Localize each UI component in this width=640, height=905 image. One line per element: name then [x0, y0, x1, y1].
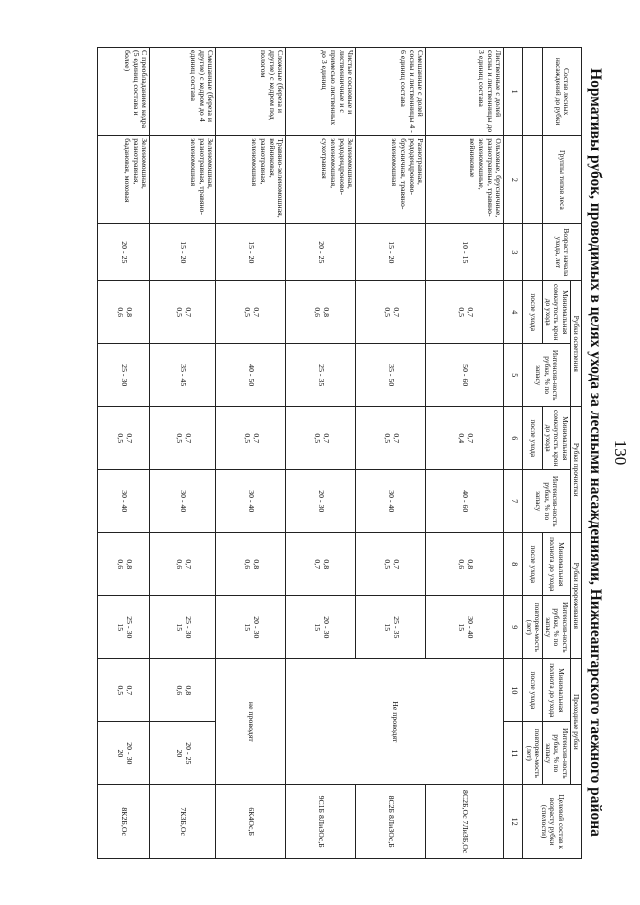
cell-clean-intensity: [426, 596, 504, 659]
cell-clean-intensity: [98, 596, 150, 659]
value: 0,5: [174, 307, 184, 318]
header-pass-after: после ухода: [523, 659, 543, 722]
cell-target: 8С2Б,Ос 7ЛиЗБ,Ос: [426, 785, 504, 859]
value: 15: [382, 623, 392, 632]
cell-composition: Сложные (береза и другие) с кедром под пологом: [216, 48, 286, 136]
cell-clar-density: [356, 281, 426, 344]
cell-thin-intensity: 30 - 40: [216, 470, 286, 533]
value: 0,5: [382, 307, 392, 318]
value: 20: [115, 749, 125, 758]
header-pass-repeat: повторяе-мость (лет): [523, 722, 543, 785]
cell-thin-intensity: 30 - 40: [356, 470, 426, 533]
value: 0,5: [312, 433, 322, 444]
cell-clar-density: [98, 281, 150, 344]
value: 15: [174, 623, 184, 632]
cell-clean-density: [426, 533, 504, 596]
cell-forest-type: Зеленомошная, рододендроново-зеленомошная, сухотравная: [286, 136, 356, 224]
header-pass-intensity: Интенсив-ность рубки, % по запасу: [542, 722, 570, 785]
value: 25 - 30: [124, 616, 134, 639]
table-row: [216, 48, 286, 859]
cell-clean-intensity: [216, 596, 286, 659]
cell-clar-density: [150, 281, 216, 344]
value: 0,8: [321, 307, 331, 318]
cell-clean-density: [216, 533, 286, 596]
value: 20 - 30: [124, 742, 134, 765]
value: 0,6: [115, 307, 125, 318]
value: 0,7: [391, 559, 401, 570]
col-number: 5: [504, 344, 523, 407]
col-number: 3: [504, 224, 523, 281]
cell-target: 9С1Б 8ЛиЗОс,Б: [286, 785, 356, 859]
value: 0,6: [242, 559, 252, 570]
col-number: 8: [504, 533, 523, 596]
value: 0,6: [456, 559, 466, 570]
value: 0,5: [456, 307, 466, 318]
cell-thin-intensity: 30 - 40: [150, 470, 216, 533]
cell-clar-intensity: 25 - 30: [98, 344, 150, 407]
header-age: Возраст начала ухода, лет: [542, 224, 581, 281]
value: 0,7: [391, 307, 401, 318]
value: 0,7: [465, 307, 475, 318]
cell-clar-density: [216, 281, 286, 344]
cell-target: 8К2Б,Ос: [98, 785, 150, 859]
header-row-3: [523, 48, 543, 859]
value: 0,8: [251, 559, 261, 570]
value: 25 - 35: [391, 616, 401, 639]
value: 0,6: [312, 307, 322, 318]
cell-forest-type: Разнотравная, рододендроново-брусничная, травяно-зеленомошная: [356, 136, 426, 224]
value: 15: [456, 623, 466, 632]
value: 0,6: [115, 559, 125, 570]
cell-thin-density: [216, 407, 286, 470]
table-row: [98, 48, 150, 859]
cell-clar-intensity: 50 - 60: [426, 344, 504, 407]
col-number: 11: [504, 722, 523, 785]
page-number: 130: [611, 439, 630, 466]
page-title: Нормативы рубок, проводимых в целях ухода за лесными насаждениями, Нижнеангарского таежного района: [587, 68, 604, 837]
header-clarification: Рубки осветления: [570, 281, 581, 407]
value: 0,8: [124, 559, 134, 570]
value: 15: [115, 623, 125, 632]
value: 0,7: [124, 433, 134, 444]
value: 15: [312, 623, 322, 632]
cell-target: 8С2Б 8ЛиЗОс,Б: [356, 785, 426, 859]
cell-composition: С преобладанием кедра (5 единиц состава и более): [98, 48, 150, 136]
cell-forest-type: Ольховые, брусничные, разнотравные, травяно-зеленомошные, вейниковые: [426, 136, 504, 224]
header-clean-intensity: Интенсив-ность рубки, % по запасу: [542, 596, 570, 659]
cell-thin-density: [150, 407, 216, 470]
cell-clean-density: [286, 533, 356, 596]
cell-age: 10 - 15: [426, 224, 504, 281]
header-thin-density: Минимальная сомкнутость крон до ухода: [542, 407, 570, 470]
header-row-1: [570, 48, 581, 859]
cell-composition: Лиственные с долей сосны и лиственницы до 3 единиц состава: [426, 48, 504, 136]
header-cleaning: Рубки прореживания: [570, 533, 581, 659]
table-row: [150, 48, 216, 859]
header-target: Целевой состав к возрасту рубки (спелости): [523, 785, 582, 859]
value: 0,5: [115, 685, 125, 696]
value: 20 - 30: [321, 616, 331, 639]
cell-thin-intensity: 30 - 40: [98, 470, 150, 533]
cell-target: 6К4Ос,Б: [216, 785, 286, 859]
value: 0,5: [242, 307, 252, 318]
header-clar-after: после ухода: [523, 281, 543, 344]
value: 0,8: [124, 307, 134, 318]
cell-age: 15 - 20: [216, 224, 286, 281]
header-clar-intensity: Интенсив-ность рубки, % по запасу: [523, 344, 570, 407]
cell-forest-type: Травяно-зеленомошная, вейниковая, разнотравная, зеленомошная: [216, 136, 286, 224]
cell-composition: Смешанные (береза и другие) с кедром до 4 единиц состава: [150, 48, 216, 136]
value: 0,5: [174, 433, 184, 444]
cell-clean-intensity: [356, 596, 426, 659]
value: 0,8: [183, 685, 193, 696]
cell-clar-intensity: 35 - 50: [356, 344, 426, 407]
header-clean-repeat: повторяе-мость (лет): [523, 596, 543, 659]
value: 0,7: [183, 307, 193, 318]
col-number: 12: [504, 785, 523, 859]
cell-not-conducted-upper: Не проводят: [286, 659, 504, 785]
value: 20 - 25: [183, 742, 193, 765]
value: 0,8: [465, 559, 475, 570]
cell-clar-intensity: 35 - 45: [150, 344, 216, 407]
value: 0,7: [183, 433, 193, 444]
header-filler: [523, 48, 543, 136]
cell-forest-type: Зеленомошная, разнотравная, травяно-зеленомошная: [150, 136, 216, 224]
value: 0,7: [251, 433, 261, 444]
header-forest-type-group: Группы типов леса: [542, 136, 581, 224]
col-number: 9: [504, 596, 523, 659]
value: 0,6: [174, 559, 184, 570]
value: 0,7: [251, 307, 261, 318]
value: 0,7: [391, 433, 401, 444]
value: 30 - 40: [465, 616, 475, 639]
header-clar-density: Минимальная сомкнутость крон до ухода: [542, 281, 570, 344]
cell-pass-intensity: [150, 722, 216, 785]
cell-thin-density: [286, 407, 356, 470]
header-clean-density: Минимальная полнота до ухода: [542, 533, 570, 596]
header-pass-density: Минимальная полнота до ухода: [542, 659, 570, 722]
cell-clean-density: [150, 533, 216, 596]
value: 0,8: [321, 559, 331, 570]
header-filler: [523, 224, 543, 281]
value: 0,4: [456, 433, 466, 444]
header-thinning: Рубки прочистки: [570, 407, 581, 533]
value: 20: [174, 749, 184, 758]
value: 0,7: [124, 685, 134, 696]
value: 0,5: [382, 559, 392, 570]
value: 0,7: [312, 559, 322, 570]
cell-target: 7К3Б,Ос: [150, 785, 216, 859]
cell-clean-density: [356, 533, 426, 596]
cell-clar-intensity: 40 - 50: [216, 344, 286, 407]
cell-clean-density: [98, 533, 150, 596]
cell-age: 15 - 20: [356, 224, 426, 281]
value: 25 - 30: [183, 616, 193, 639]
value: 0,7: [183, 559, 193, 570]
header-filler: [523, 136, 543, 224]
cell-forest-type: Зеленомошная, разнотравная, бадановая, моховая: [98, 136, 150, 224]
value: 0,7: [321, 433, 331, 444]
cell-clean-intensity: [150, 596, 216, 659]
cell-age: 20 - 25: [98, 224, 150, 281]
table-row: [426, 48, 504, 859]
cell-thin-intensity: 20 - 30: [286, 470, 356, 533]
value: 15: [242, 623, 252, 632]
col-number: 4: [504, 281, 523, 344]
cell-clar-intensity: 25 - 35: [286, 344, 356, 407]
value: 20 - 30: [251, 616, 261, 639]
value: 0,5: [382, 433, 392, 444]
col-number: 6: [504, 407, 523, 470]
cell-pass-density: [150, 659, 216, 722]
cell-clean-intensity: [286, 596, 356, 659]
cell-composition: Чистые сосновые и лиственничные и с примесью лиственных до 3 единиц: [286, 48, 356, 136]
cell-clar-density: [426, 281, 504, 344]
norms-table: [97, 47, 582, 859]
header-composition: Состав лесных насаждений до рубки: [542, 48, 581, 136]
header-pass: Проходные рубки: [570, 659, 581, 785]
header-thin-after: после ухода: [523, 407, 543, 470]
cell-clar-density: [286, 281, 356, 344]
col-number: 7: [504, 470, 523, 533]
value: 0,5: [115, 433, 125, 444]
cell-not-conducted-lower: не проводят: [216, 659, 286, 785]
cell-thin-density: [356, 407, 426, 470]
col-number: 2: [504, 136, 523, 224]
value: 0,6: [174, 685, 184, 696]
value: 0,5: [242, 433, 252, 444]
cell-thin-density: [98, 407, 150, 470]
header-thin-intensity: Интенсив-ность рубки, % по запасу: [523, 470, 570, 533]
col-number: 1: [504, 48, 523, 136]
column-numbers-row: [504, 48, 523, 859]
cell-thin-density: [426, 407, 504, 470]
cell-thin-intensity: 40 - 60: [426, 470, 504, 533]
value: 0,7: [465, 433, 475, 444]
header-clean-after: после ухода: [523, 533, 543, 596]
cell-pass-intensity: [98, 722, 150, 785]
cell-pass-density: [98, 659, 150, 722]
cell-composition: Смешанные с долей сосны и лиственницы 4 - 6 единиц состава: [356, 48, 426, 136]
cell-age: 20 - 25: [286, 224, 356, 281]
cell-age: 15 - 20: [150, 224, 216, 281]
col-number: 10: [504, 659, 523, 722]
